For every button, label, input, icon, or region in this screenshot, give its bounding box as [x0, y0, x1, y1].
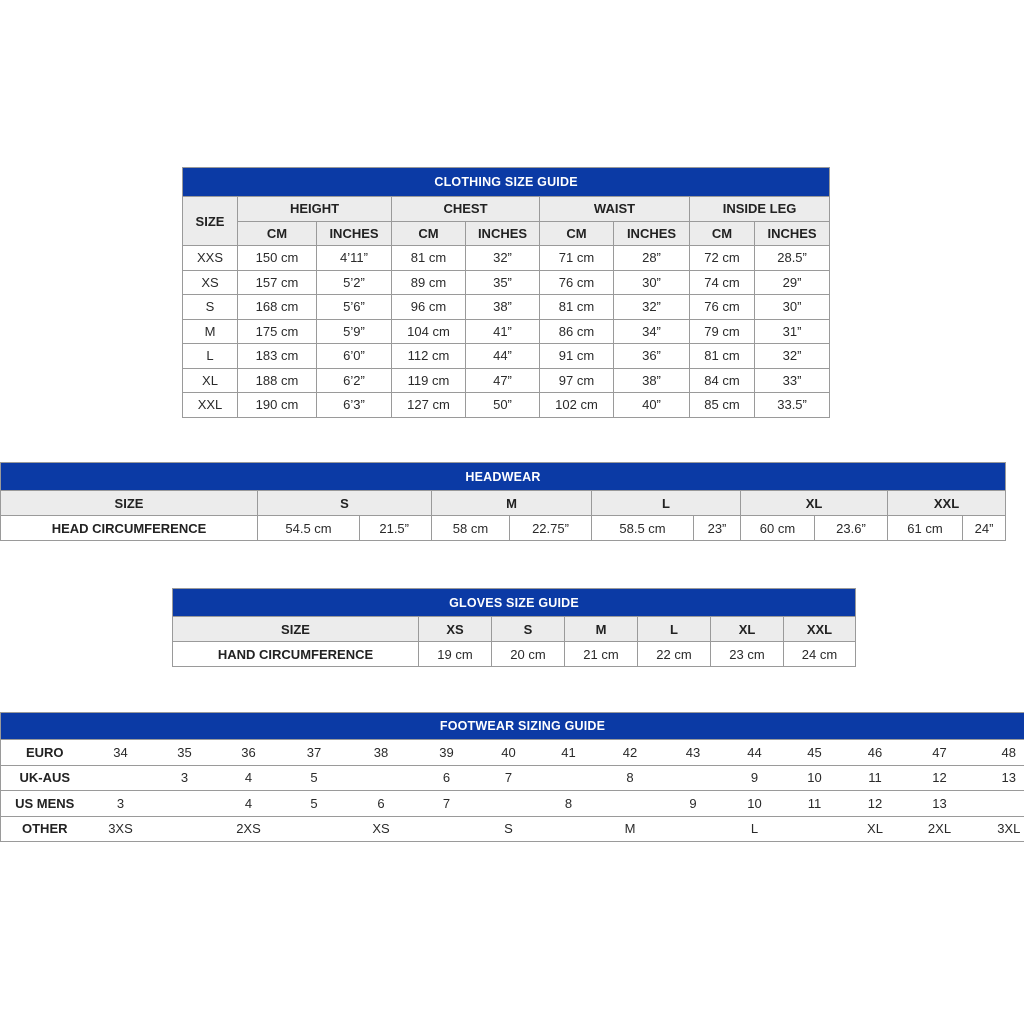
measurement-cell: 4’11”: [317, 246, 392, 271]
footwear-size-cell: 3XL: [974, 816, 1024, 842]
measurement-cell: 38”: [466, 295, 540, 320]
size-cell: XXL: [183, 393, 238, 418]
footwear-size-cell: [539, 765, 599, 791]
measurement-cell: 86 cm: [540, 319, 614, 344]
size-cell: XL: [183, 368, 238, 393]
footwear-size-cell: 8: [599, 765, 662, 791]
gloves-size: XS: [419, 617, 492, 642]
head-circumference-label: HEAD CIRCUMFERENCE: [1, 516, 258, 541]
clothing-row: [183, 344, 830, 369]
unit-inches: INCHES: [466, 221, 540, 246]
headwear-inches: 22.75”: [510, 516, 592, 541]
gloves-value: 22 cm: [638, 642, 711, 667]
clothing-row: [183, 246, 830, 271]
footwear-size-cell: [348, 765, 415, 791]
gloves-size: L: [638, 617, 711, 642]
footwear-row: [1, 816, 1024, 842]
unit-cm: CM: [392, 221, 466, 246]
footwear-size-cell: 3: [153, 765, 217, 791]
footwear-size-cell: 45: [785, 740, 845, 766]
clothing-row: [183, 393, 830, 418]
measurement-cell: 183 cm: [238, 344, 317, 369]
footwear-size-cell: 44: [725, 740, 785, 766]
size-label: SIZE: [173, 617, 419, 642]
footwear-size-cell: S: [479, 816, 539, 842]
measurement-cell: 76 cm: [540, 270, 614, 295]
size-label: SIZE: [1, 491, 258, 516]
gloves-value: 21 cm: [565, 642, 638, 667]
headwear-inches: 23”: [694, 516, 741, 541]
measurement-cell: 81 cm: [690, 344, 755, 369]
footwear-size-cell: 46: [845, 740, 906, 766]
gloves-size-table: [172, 588, 856, 667]
clothing-rows: [183, 246, 830, 418]
measurement-cell: 6’2”: [317, 368, 392, 393]
footwear-size-cell: [785, 816, 845, 842]
chest-header: CHEST: [392, 197, 540, 222]
measurement-cell: 38”: [614, 368, 690, 393]
headwear-inches: 23.6”: [815, 516, 888, 541]
measurement-cell: 190 cm: [238, 393, 317, 418]
measurement-cell: 5’9”: [317, 319, 392, 344]
measurement-cell: 32”: [614, 295, 690, 320]
headwear-size: XL: [741, 491, 888, 516]
footwear-title: FOOTWEAR SIZING GUIDE: [1, 713, 1024, 740]
footwear-size-cell: XS: [348, 816, 415, 842]
waist-header: WAIST: [540, 197, 690, 222]
measurement-cell: 33”: [755, 368, 830, 393]
footwear-size-cell: 40: [479, 740, 539, 766]
footwear-size-cell: 9: [725, 765, 785, 791]
footwear-size-cell: 43: [662, 740, 725, 766]
measurement-cell: 119 cm: [392, 368, 466, 393]
footwear-size-cell: 4: [217, 791, 281, 817]
gloves-value: 19 cm: [419, 642, 492, 667]
footwear-sizing-table: [0, 712, 1024, 842]
footwear-size-cell: 7: [415, 791, 479, 817]
headwear-size: XXL: [888, 491, 1006, 516]
footwear-size-cell: 48: [974, 740, 1024, 766]
gloves-size: S: [492, 617, 565, 642]
measurement-cell: 6’0”: [317, 344, 392, 369]
footwear-size-cell: 47: [906, 740, 974, 766]
unit-cm: CM: [540, 221, 614, 246]
headwear-cm: 58 cm: [432, 516, 510, 541]
unit-inches: INCHES: [614, 221, 690, 246]
footwear-row: [1, 791, 1024, 817]
footwear-size-cell: 3: [89, 791, 153, 817]
size-cell: L: [183, 344, 238, 369]
footwear-size-cell: 13: [974, 765, 1024, 791]
headwear-cm: 60 cm: [741, 516, 815, 541]
gloves-title: GLOVES SIZE GUIDE: [173, 589, 856, 617]
headwear-cm: 58.5 cm: [592, 516, 694, 541]
footwear-size-cell: 38: [348, 740, 415, 766]
headwear-inches: 24”: [963, 516, 1006, 541]
measurement-cell: 41”: [466, 319, 540, 344]
unit-cm: CM: [690, 221, 755, 246]
measurement-cell: 36”: [614, 344, 690, 369]
measurement-cell: 30”: [614, 270, 690, 295]
gloves-size: M: [565, 617, 638, 642]
footwear-row: [1, 765, 1024, 791]
measurement-cell: 29”: [755, 270, 830, 295]
measurement-cell: 34”: [614, 319, 690, 344]
footwear-size-cell: 5: [281, 791, 348, 817]
measurement-cell: 6’3”: [317, 393, 392, 418]
clothing-title: CLOTHING SIZE GUIDE: [183, 168, 830, 197]
footwear-size-cell: [89, 765, 153, 791]
footwear-size-cell: 41: [539, 740, 599, 766]
measurement-cell: 112 cm: [392, 344, 466, 369]
gloves-size: XXL: [784, 617, 856, 642]
gloves-value: 24 cm: [784, 642, 856, 667]
gloves-value: 23 cm: [711, 642, 784, 667]
size-cell: S: [183, 295, 238, 320]
measurement-cell: 74 cm: [690, 270, 755, 295]
unit-inches: INCHES: [317, 221, 392, 246]
footwear-size-cell: [153, 816, 217, 842]
footwear-size-cell: 4: [217, 765, 281, 791]
measurement-cell: 97 cm: [540, 368, 614, 393]
footwear-size-cell: 34: [89, 740, 153, 766]
clothing-size-table: [182, 167, 830, 418]
measurement-cell: 84 cm: [690, 368, 755, 393]
measurement-cell: 91 cm: [540, 344, 614, 369]
measurement-cell: 40”: [614, 393, 690, 418]
measurement-cell: 96 cm: [392, 295, 466, 320]
gloves-value: 20 cm: [492, 642, 565, 667]
footwear-size-cell: 10: [785, 765, 845, 791]
measurement-cell: 35”: [466, 270, 540, 295]
measurement-cell: 47”: [466, 368, 540, 393]
measurement-cell: 5’6”: [317, 295, 392, 320]
measurement-cell: 32”: [466, 246, 540, 271]
footwear-size-cell: 11: [785, 791, 845, 817]
clothing-row: [183, 319, 830, 344]
measurement-cell: 79 cm: [690, 319, 755, 344]
headwear-size: M: [432, 491, 592, 516]
footwear-size-cell: 35: [153, 740, 217, 766]
footwear-size-cell: 36: [217, 740, 281, 766]
footwear-size-cell: 8: [539, 791, 599, 817]
footwear-size-cell: 10: [725, 791, 785, 817]
footwear-row-label: UK-AUS: [1, 765, 89, 791]
measurement-cell: 85 cm: [690, 393, 755, 418]
measurement-cell: 76 cm: [690, 295, 755, 320]
clothing-row: [183, 368, 830, 393]
clothing-row: [183, 270, 830, 295]
footwear-size-cell: [662, 765, 725, 791]
footwear-size-cell: 12: [845, 791, 906, 817]
footwear-size-cell: 39: [415, 740, 479, 766]
clothing-row: [183, 295, 830, 320]
footwear-size-cell: [479, 791, 539, 817]
size-cell: XS: [183, 270, 238, 295]
measurement-cell: 175 cm: [238, 319, 317, 344]
footwear-size-cell: 3XS: [89, 816, 153, 842]
measurement-cell: 168 cm: [238, 295, 317, 320]
measurement-cell: 127 cm: [392, 393, 466, 418]
headwear-size: S: [258, 491, 432, 516]
footwear-size-cell: M: [599, 816, 662, 842]
footwear-size-cell: 9: [662, 791, 725, 817]
measurement-cell: 188 cm: [238, 368, 317, 393]
footwear-size-cell: [662, 816, 725, 842]
footwear-size-cell: 5: [281, 765, 348, 791]
unit-cm: CM: [238, 221, 317, 246]
gloves-size: XL: [711, 617, 784, 642]
measurement-cell: 157 cm: [238, 270, 317, 295]
measurement-cell: 31”: [755, 319, 830, 344]
measurement-cell: 89 cm: [392, 270, 466, 295]
height-header: HEIGHT: [238, 197, 392, 222]
size-cell: M: [183, 319, 238, 344]
measurement-cell: 30”: [755, 295, 830, 320]
footwear-size-cell: [415, 816, 479, 842]
headwear-title: HEADWEAR: [1, 463, 1006, 491]
size-header: SIZE: [183, 197, 238, 246]
measurement-cell: 5’2”: [317, 270, 392, 295]
hand-circumference-label: HAND CIRCUMFERENCE: [173, 642, 419, 667]
headwear-cm: 61 cm: [888, 516, 963, 541]
footwear-size-cell: [281, 816, 348, 842]
footwear-row-label: EURO: [1, 740, 89, 766]
measurement-cell: 81 cm: [540, 295, 614, 320]
footwear-size-cell: XL: [845, 816, 906, 842]
unit-inches: INCHES: [755, 221, 830, 246]
footwear-size-cell: 2XS: [217, 816, 281, 842]
footwear-row-label: US MENS: [1, 791, 89, 817]
footwear-size-cell: L: [725, 816, 785, 842]
footwear-size-cell: 12: [906, 765, 974, 791]
headwear-cm: 54.5 cm: [258, 516, 360, 541]
measurement-cell: 33.5”: [755, 393, 830, 418]
footwear-size-cell: 13: [906, 791, 974, 817]
footwear-size-cell: [599, 791, 662, 817]
measurement-cell: 81 cm: [392, 246, 466, 271]
measurement-cell: 104 cm: [392, 319, 466, 344]
measurement-cell: 71 cm: [540, 246, 614, 271]
inside-leg-header: INSIDE LEG: [690, 197, 830, 222]
measurement-cell: 32”: [755, 344, 830, 369]
footwear-size-cell: 42: [599, 740, 662, 766]
measurement-cell: 72 cm: [690, 246, 755, 271]
headwear-table: [0, 462, 1006, 541]
footwear-size-cell: 6: [348, 791, 415, 817]
measurement-cell: 50”: [466, 393, 540, 418]
headwear-size: L: [592, 491, 741, 516]
size-cell: XXS: [183, 246, 238, 271]
footwear-size-cell: 6: [415, 765, 479, 791]
measurement-cell: 28”: [614, 246, 690, 271]
headwear-inches: 21.5”: [360, 516, 432, 541]
footwear-rows: [1, 740, 1024, 842]
footwear-size-cell: 7: [479, 765, 539, 791]
footwear-size-cell: 37: [281, 740, 348, 766]
footwear-row: [1, 740, 1024, 766]
footwear-row-label: OTHER: [1, 816, 89, 842]
measurement-cell: 44”: [466, 344, 540, 369]
footwear-size-cell: [539, 816, 599, 842]
footwear-size-cell: 11: [845, 765, 906, 791]
footwear-size-cell: [974, 791, 1024, 817]
measurement-cell: 28.5”: [755, 246, 830, 271]
measurement-cell: 102 cm: [540, 393, 614, 418]
footwear-size-cell: 2XL: [906, 816, 974, 842]
measurement-cell: 150 cm: [238, 246, 317, 271]
footwear-size-cell: [153, 791, 217, 817]
